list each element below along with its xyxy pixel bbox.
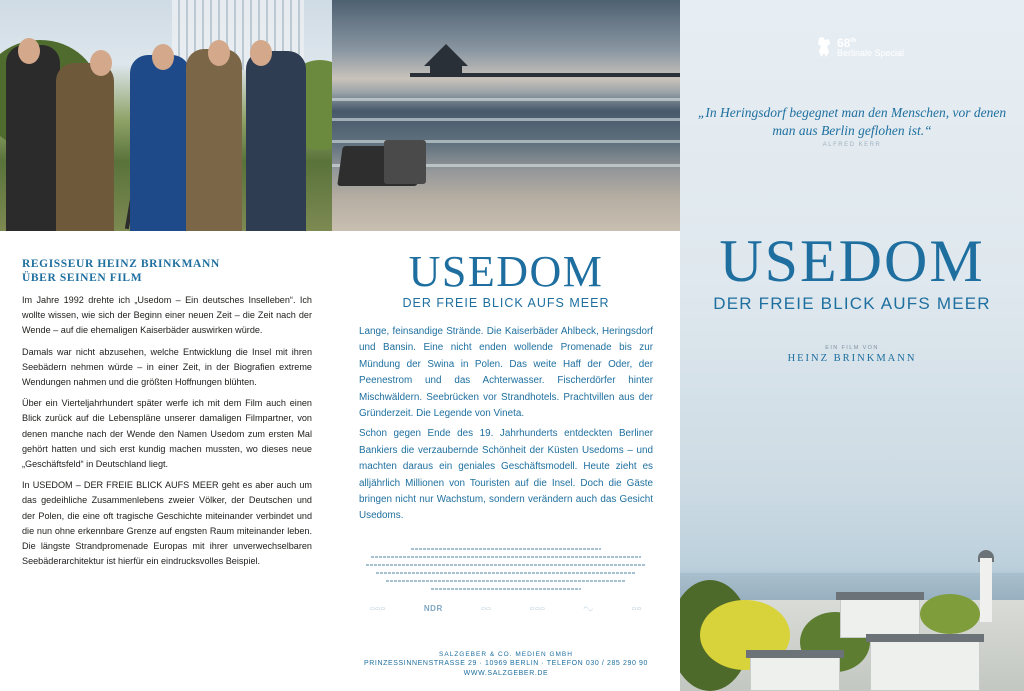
synopsis-title: USEDOM	[408, 247, 604, 296]
lighthouse-tower	[980, 558, 992, 622]
film-by-label: EIN FILM VON	[825, 345, 879, 351]
synopsis-subtitle: DER FREIE BLICK AUFS MEER	[402, 296, 610, 310]
pier-pavilion	[424, 44, 468, 66]
director-name: HEINZ BRINKMANN	[787, 353, 917, 364]
sponsor-logo: ▭▭▭	[529, 605, 546, 612]
pier	[410, 73, 680, 77]
cover-quote: „In Heringsdorf begegnet man den Menschen, vor denen man aus Berlin geflohen ist.“	[697, 105, 1007, 138]
sponsor-logo: ◠◡	[583, 605, 594, 612]
berlinale-bear-icon	[815, 36, 833, 58]
publisher-block	[332, 650, 680, 679]
pier-photo	[332, 0, 680, 231]
festival-edition: 68th	[837, 36, 857, 50]
sponsor-logo: ▭▭▭	[370, 605, 386, 612]
quote-author: ALFRED KERR	[822, 142, 882, 148]
publisher-address: PRINZESSINNENSTRASSE 29 · 10969 BERLIN · TELEFON 030 / 285 290 90	[364, 660, 648, 667]
publisher-name: SALZGEBER & CO. MEDIEN GMBH	[439, 651, 573, 658]
statement-paragraph: In USEDOM – DER FREIE BLICK AUFS MEER geht es aber auch um das gedeihliche Zusammenlebens zweier Völker, der Deutschen und der Polen, die eine oft tragische Geschichte miteinander verbindet und die nun ohne erkennbare Grenze auf engsten Raum miteinander leben. Die längste Strandpromenade Europas mit ihrer unverwechselbaren Seebäderarchitektur ist hierfür ein eindrucksvolles Beispiel.	[22, 480, 312, 567]
synopsis	[359, 324, 653, 529]
publisher-website[interactable]: WWW.SALZGEBER.DE	[463, 670, 549, 677]
credit-block	[360, 548, 652, 596]
sponsor-logos	[370, 604, 642, 613]
cover-title: USEDOM	[719, 228, 985, 294]
festival-badge	[815, 36, 904, 58]
cover-subtitle: DER FREIE BLICK AUFS MEER	[713, 294, 991, 313]
statement-paragraph: Über ein Vierteljahrhundert später werfe ich mit dem Film auch einen Blick zurück auf die Lebenspläne unserer damaligen Filmpartner, von denen manche nach der Wende den Namen Usedom zum ersten Mal gehört hatten und sich erst kundig machen mussten, wo dieses neue „Geschäftsfeld“ in Deutschland liegt.	[22, 398, 312, 470]
synopsis-paragraph: Lange, feinsandige Strände. Die Kaiserbäder Ahlbeck, Heringsdorf und Bansin. Eine nicht enden wollende Promenade bis zur Mündung der Swina in Polen. Das weite Haff der Oder, der Peenestrom und das Achterwasser. Fischerdörfer hinter Mischwäldern. Seebrücken vor Strandhotels. Prachtvillen aus der Gründerzeit. Die Legende von Vineta.	[359, 326, 653, 420]
festival-name: Berlinale Special	[837, 48, 905, 58]
director-statement-heading: REGISSEUR HEINZ BRINKMANN ÜBER SEINEN FILM	[22, 258, 220, 284]
synopsis-paragraph: Schon gegen Ende des 19. Jahrhunderts entdeckten Berliner Bankiers die verzaubernde Schönheit der Küsten Usedoms – und machten daraus ein geniales Geschäftsmodell. Heute zieht es alljährlich Millionen von Touristen auf die Insel. Doch die Gäste bringen nicht nur Wachstum, sondern verändern auch das Gesicht Usedoms.	[359, 428, 653, 522]
film-crew-photo	[0, 0, 332, 231]
director-statement	[22, 293, 312, 575]
sponsor-logo: ▭▭	[480, 605, 492, 612]
sponsor-logo: ▭▭	[631, 605, 642, 612]
ndr-logo: NDR	[423, 604, 443, 613]
statement-paragraph: Damals war nicht abzusehen, welche Entwicklung die Insel mit ihren Seebädern nehmen würde – in einer Zeit, in der Biografien extreme Wendungen nahmen und die größten Hoffnungen blühten.	[22, 346, 312, 388]
statement-paragraph: Im Jahre 1992 drehte ich „Usedom – Ein deutsches Inselleben“. Ich wollte wissen, wie sich der Beginn einer neuen Zeit – die Zeit nach der Wende – auf die ehemaligen Kaiserbäder auswirken würde.	[22, 295, 312, 336]
